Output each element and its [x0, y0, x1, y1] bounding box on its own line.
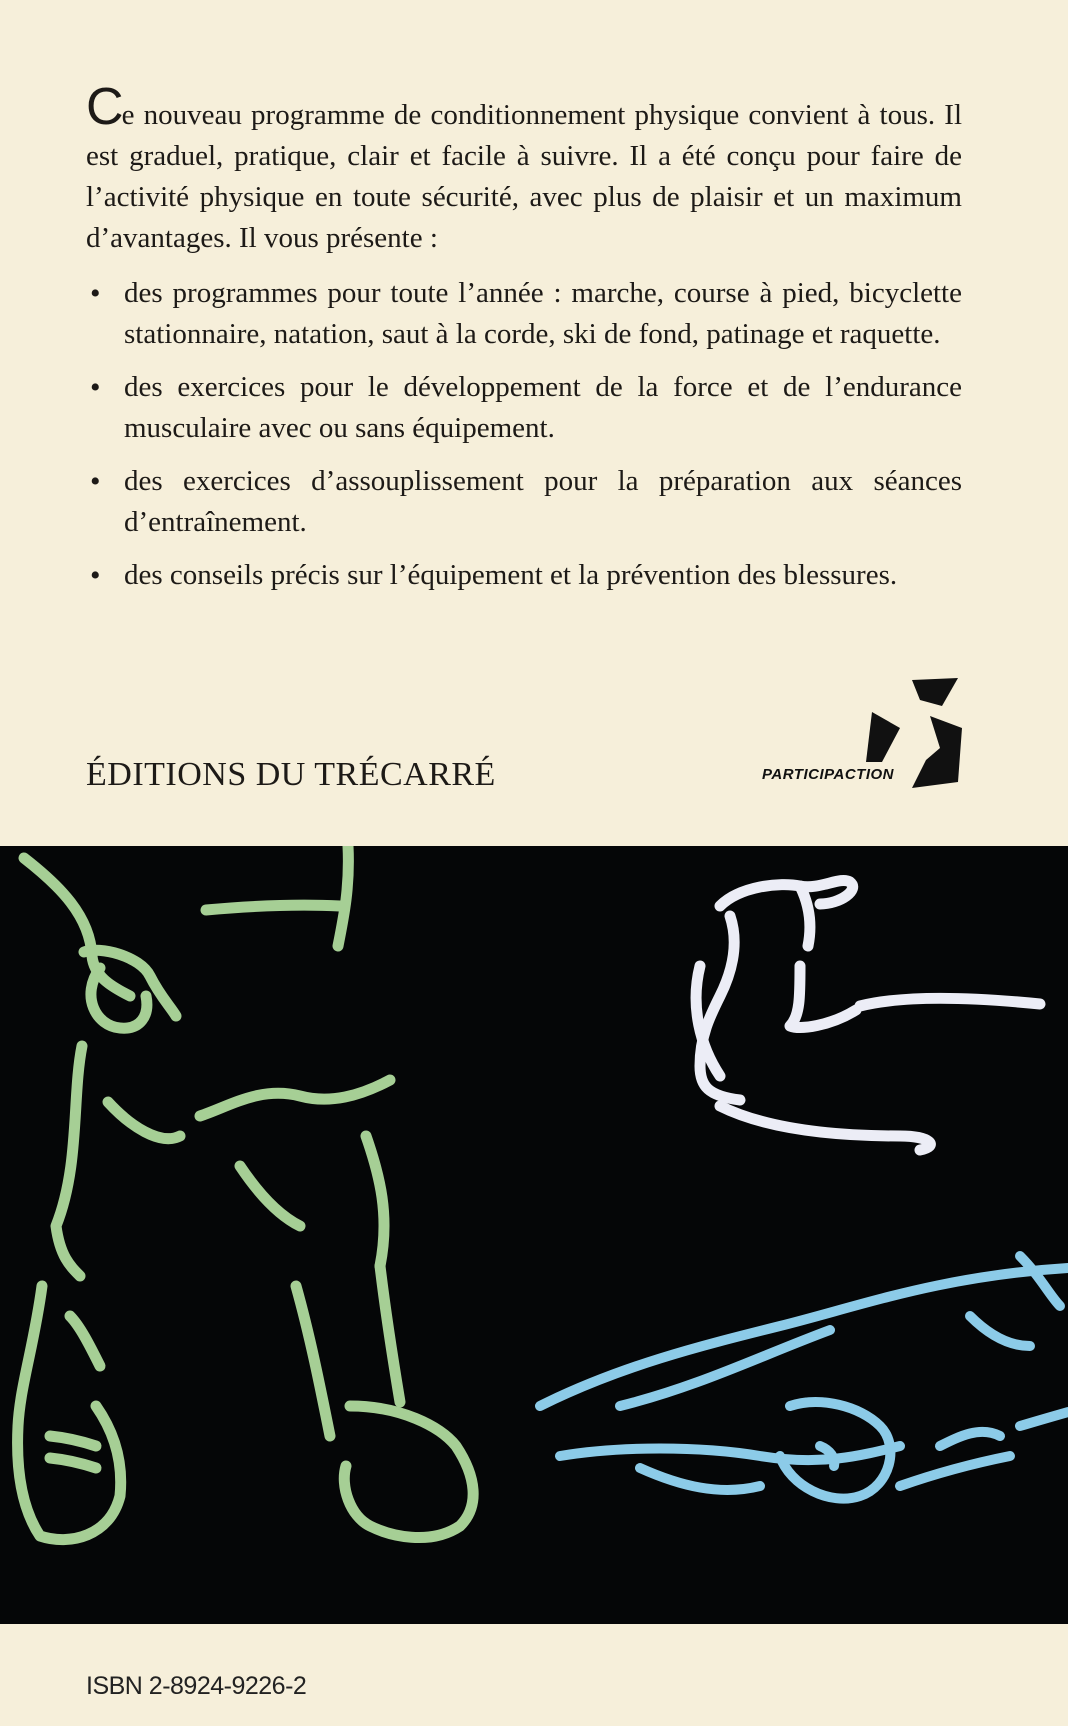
cover-illustration	[0, 846, 1068, 1624]
running-legs-drawing	[18, 846, 474, 1540]
description-block	[86, 78, 962, 608]
publisher-name: ÉDITIONS DU TRÉCARRÉ	[86, 756, 496, 793]
feature-list	[86, 273, 962, 596]
drop-cap: C	[86, 78, 122, 136]
feature-item: • des exercices pour le développement de la force et de l’endurance musculaire avec ou sans équipement.	[86, 367, 962, 449]
swimmer-drawing	[540, 1256, 1068, 1499]
sports-illustration	[0, 846, 1068, 1624]
feature-item: • des conseils précis sur l’équipement et la prévention des blessures.	[86, 555, 962, 596]
isbn-number: ISBN 2-8924-9226-2	[86, 1672, 307, 1700]
participaction-logo	[762, 670, 972, 800]
feature-item: • des programmes pour toute l’année : marche, course à pied, bicyclette stationnaire, natation, saut à la corde, ski de fond, patinage et raquette.	[86, 273, 962, 355]
feature-item: • des exercices d’assouplissement pour la préparation aux séances d’entraînement.	[86, 461, 962, 543]
logo-text: PARTICIPACTION	[762, 766, 895, 783]
intro-text: e nouveau programme de conditionnement physique convient à tous. Il est graduel, pratique, clair et facile à suivre. Il a été conçu pour faire de l’activité physique en toute sécurité, avec plus de plaisir et un maximum d’avantages. Il vous présente :	[86, 99, 962, 254]
flexed-arm-drawing	[696, 880, 1040, 1150]
intro-paragraph	[86, 78, 962, 259]
